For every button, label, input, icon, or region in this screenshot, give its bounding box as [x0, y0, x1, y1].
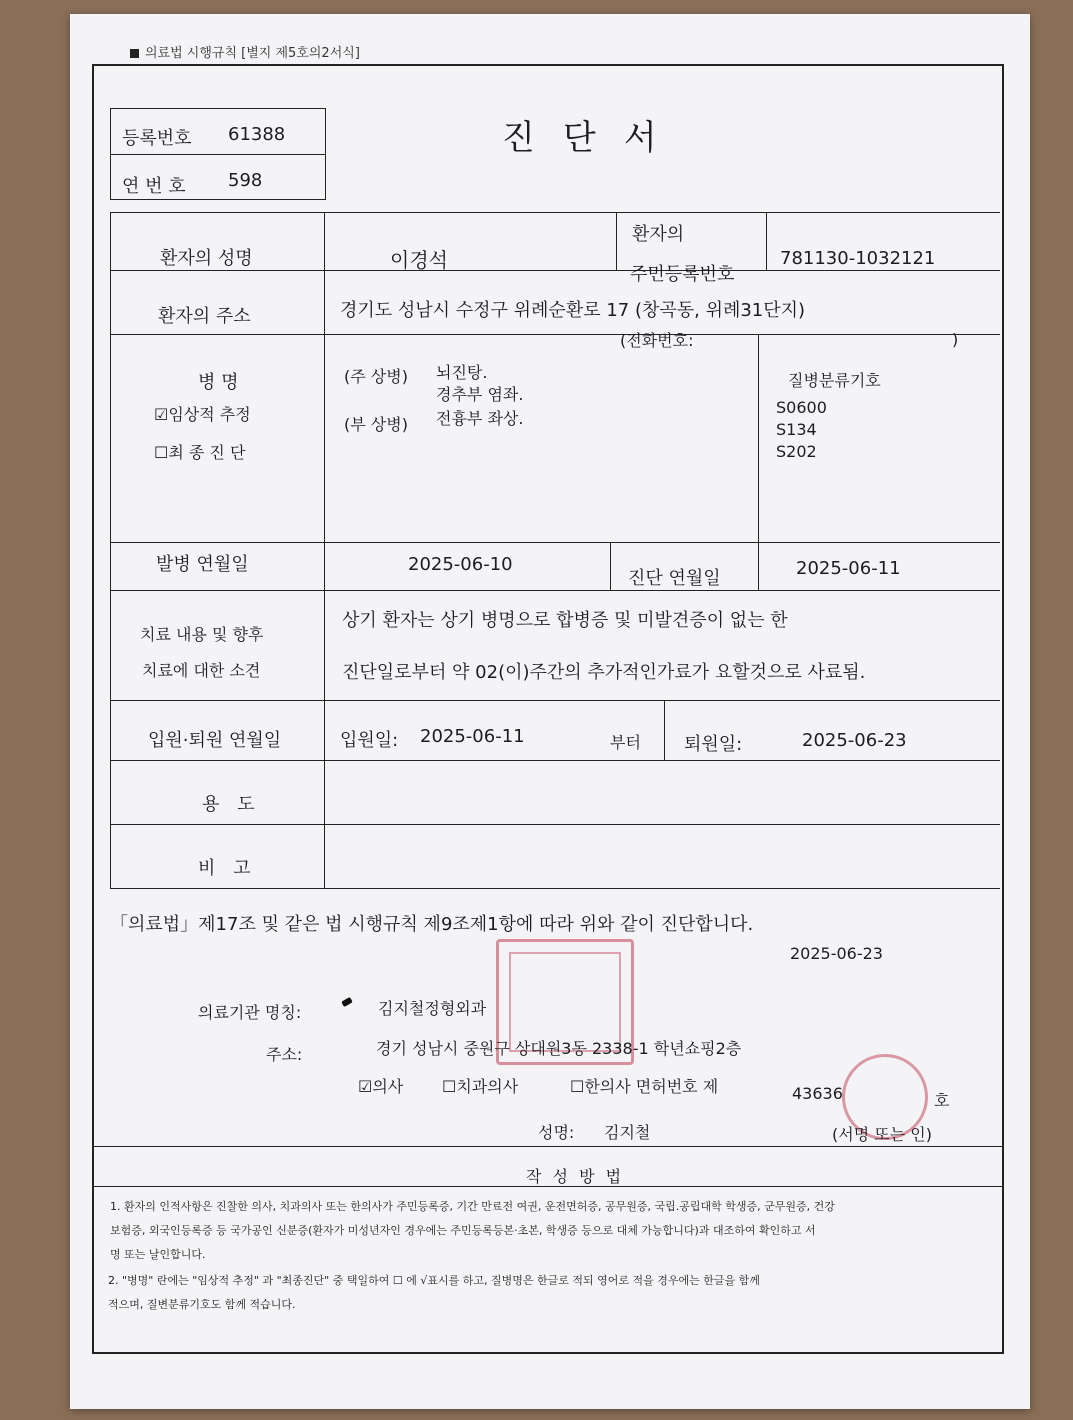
doctor-checkbox[interactable]: ☑의사	[358, 1077, 404, 1096]
disease-name-3: 전흉부 좌상.	[436, 409, 524, 428]
onset-label: 발병 연월일	[156, 554, 249, 575]
admission-in-label: 입원일:	[340, 730, 399, 751]
instruction-line-2: 보험증, 외국인등록증 등 국가공인 신분증(환자가 미성년자인 경우에는 주민등록등본·초본, 학생증 등으로 대체 가능합니다)과 대조하여 확인하고 서	[110, 1224, 816, 1237]
main-disease-label: (주 상병)	[344, 367, 408, 386]
doctor-name-label: 성명:	[538, 1123, 575, 1142]
sub-disease-label: (부 상병)	[344, 415, 408, 434]
patient-id-label-1: 환자의	[632, 224, 685, 245]
instructions-title: 작 성 방 법	[526, 1167, 625, 1186]
treatment-line-1: 상기 환자는 상기 병명으로 합병증 및 미발견증이 없는 한	[342, 610, 788, 631]
diagnosis-date: 2025-06-11	[796, 558, 901, 579]
patient-address: 경기도 성남시 수정구 위례순환로 17 (창곡동, 위례31단지)	[340, 300, 806, 321]
treatment-label-2: 치료에 대한 소견	[142, 661, 261, 680]
square-bullet-icon	[130, 49, 139, 58]
admission-from: 부터	[610, 733, 641, 752]
disease-code-2: S134	[776, 420, 817, 439]
license-number: 43636	[792, 1084, 843, 1103]
final-diagnosis-checkbox[interactable]: ☐최 종 진 단	[154, 443, 246, 462]
disease-name-2: 경추부 염좌.	[436, 385, 524, 404]
patient-phone-label: (전화번호:	[620, 331, 694, 350]
institution-name-label: 의료기관 명칭:	[198, 1003, 302, 1022]
treatment-label-1: 치료 내용 및 향후	[140, 625, 264, 644]
patient-phone-close: )	[952, 330, 959, 349]
clinical-estimate-checkbox[interactable]: ☑임상적 추정	[154, 405, 251, 424]
instruction-line-5: 적으며, 질변분류기호도 함께 적습니다.	[108, 1298, 296, 1311]
serial-value: 598	[228, 170, 263, 191]
license-ho: 호	[934, 1091, 950, 1110]
page-title: 진단서	[502, 118, 685, 158]
issue-date: 2025-06-23	[790, 944, 883, 963]
institution-address-label: 주소:	[266, 1045, 303, 1064]
patient-name: 이경석	[390, 248, 448, 272]
admission-out-date: 2025-06-23	[802, 730, 907, 751]
form-header	[130, 42, 360, 61]
instruction-line-3: 명 또는 날인합니다.	[110, 1248, 206, 1261]
dentist-checkbox[interactable]: ☐치과의사	[442, 1077, 519, 1096]
purpose-label: 용 도	[202, 794, 261, 815]
registration-value: 61388	[228, 124, 286, 145]
serial-label: 연 번 호	[122, 176, 186, 197]
admission-in-date: 2025-06-11	[420, 726, 525, 747]
oriental-doctor-checkbox[interactable]: ☐한의사 면허번호 제	[570, 1077, 719, 1096]
admission-label: 입원·퇴원 연월일	[148, 730, 282, 751]
patient-id-label-2: 주민등록번호	[630, 264, 735, 285]
institution-name: 김지철정형외과	[378, 999, 487, 1018]
registration-label: 등록번호	[122, 128, 192, 149]
onset-date: 2025-06-10	[408, 554, 513, 575]
instruction-line-4: 2. "병명" 란에는 "임상적 추정" 과 "최종진단" 중 택일하여 ☐ 에 √표시를 하고, 질병명은 한글로 적되 영어로 적을 경우에는 한글을 함께	[108, 1274, 760, 1287]
remarks-label: 비 고	[198, 858, 257, 879]
patient-address-label: 환자의 주소	[158, 306, 251, 327]
doctor-name: 김지철	[604, 1123, 651, 1142]
treatment-line-2: 진단일로부터 약 02(이)주간의 추가적인가료가 요할것으로 사료됨.	[342, 662, 866, 683]
disease-code-3: S202	[776, 442, 817, 461]
statement: 「의료법」제17조 및 같은 법 시행규칙 제9조제1항에 따라 위와 같이 진단합니다.	[110, 914, 754, 935]
patient-name-label: 환자의 성명	[160, 248, 253, 269]
disease-label: 병 명	[198, 372, 239, 393]
form-header-text: 의료법 시행규칙 [별지 제5호의2서식]	[145, 46, 360, 61]
disease-code-label: 질병분류기호	[788, 371, 881, 390]
diagnosis-date-label: 진단 연월일	[628, 568, 721, 589]
diagnosis-certificate	[70, 14, 1030, 1409]
institution-address: 경기 성남시 중원구 상대원3동 2338-1 학년쇼핑2층	[376, 1039, 742, 1058]
instruction-line-1: 1. 환자의 인적사항은 진찰한 의사, 치과의사 또는 한의사가 주민등록증, 기간 만료전 여권, 운전면허증, 공무원증, 국립.공립대학 학생증, 군무원증, 건강	[110, 1200, 835, 1213]
admission-out-label: 퇴원일:	[684, 734, 743, 755]
disease-code-1: S0600	[776, 398, 827, 417]
disease-name-1: 뇌진탕.	[436, 363, 488, 382]
signature-label: (서명 또는 인)	[832, 1125, 932, 1144]
patient-id-number: 781130-1032121	[780, 248, 936, 269]
